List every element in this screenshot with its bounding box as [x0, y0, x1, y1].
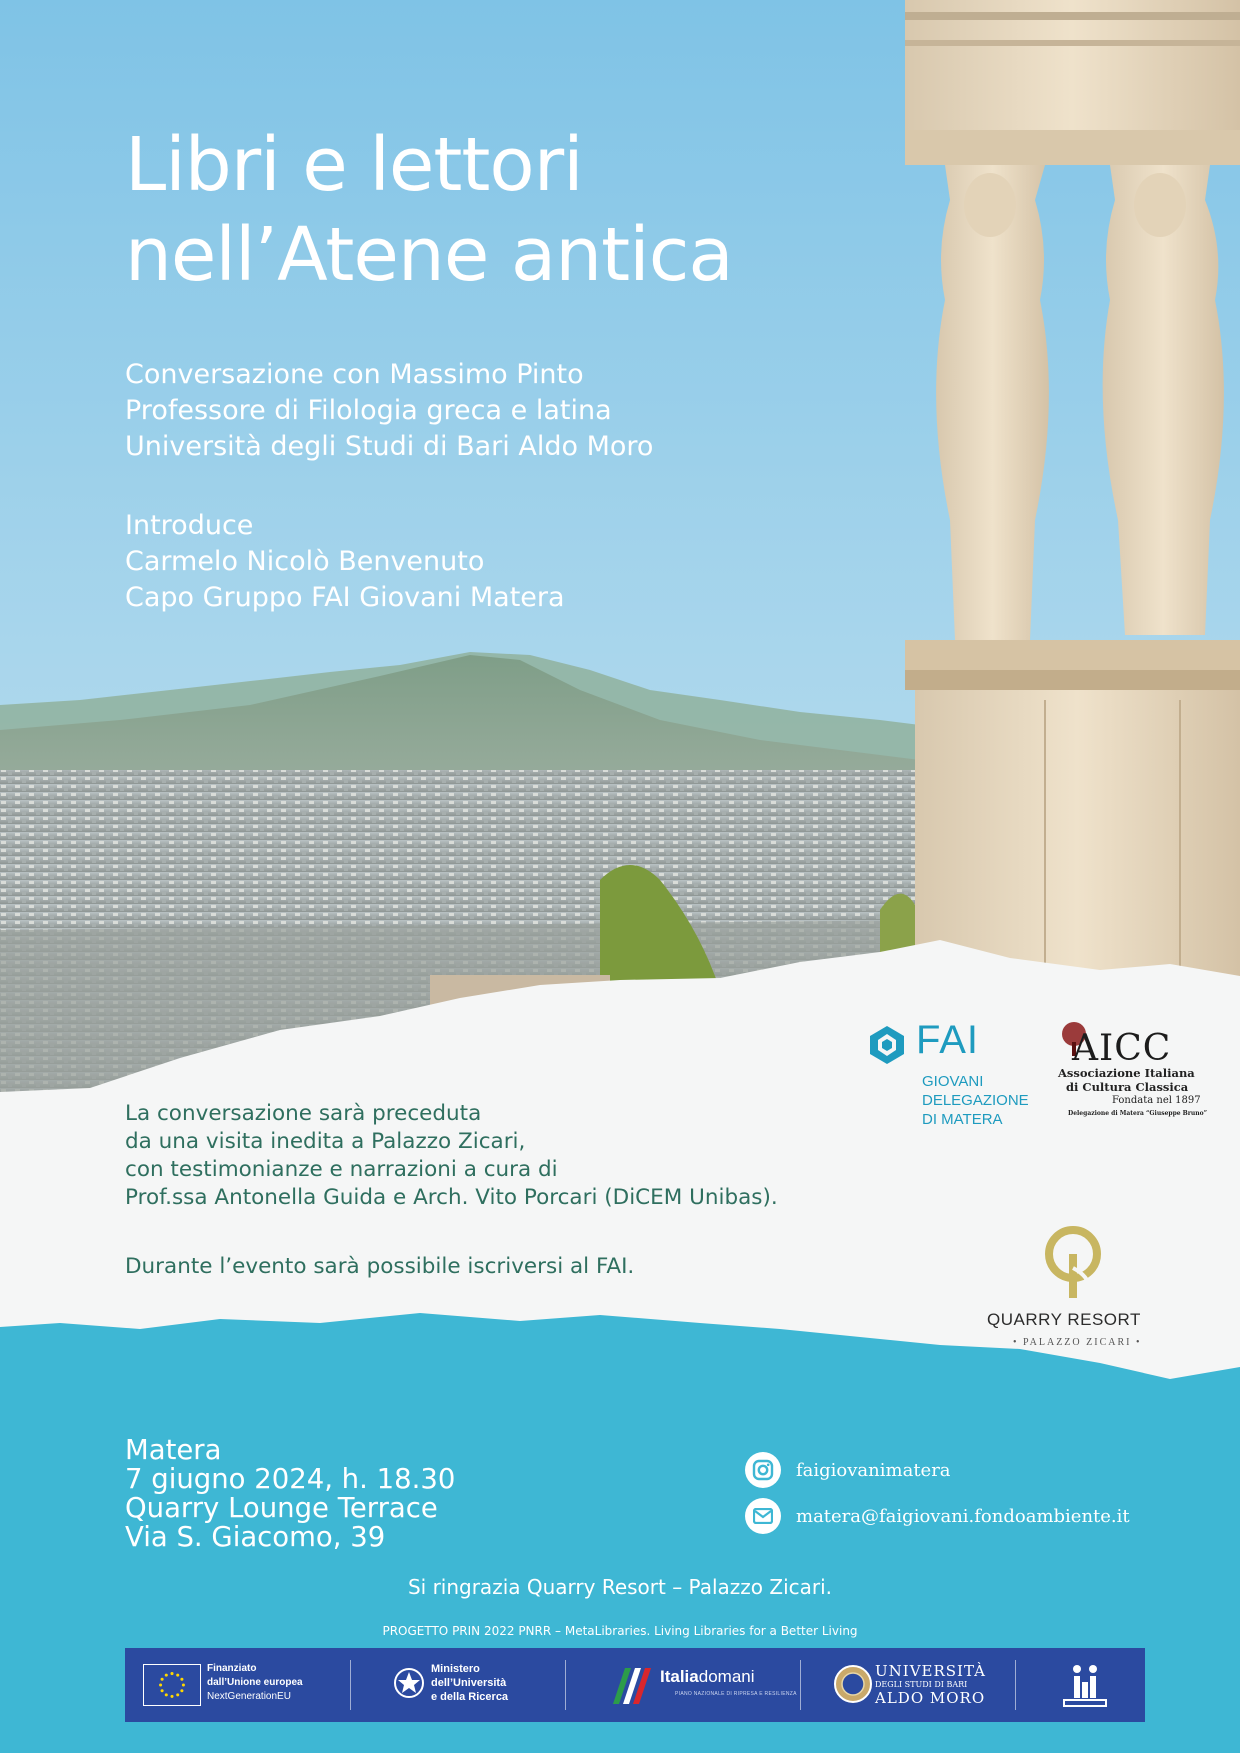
italiadomani-word-a: Italia [660, 1667, 699, 1686]
metalibraries-logo-icon [1060, 1660, 1110, 1712]
fai-membership-note: Durante l’evento sarà possibile iscriversi al FAI. [125, 1254, 635, 1279]
uniba-seal-icon [833, 1664, 873, 1704]
email-link[interactable] [745, 1498, 1130, 1534]
intro-role: Capo Gruppo FAI Giovani Matera [125, 582, 565, 613]
uniba-text [875, 1662, 986, 1707]
title-line-2: nell’Atene antica [125, 212, 733, 298]
event-city: Matera [125, 1434, 222, 1466]
eu-line-2: dall’Unione europea [207, 1677, 303, 1688]
fai-line-1: GIOVANI [922, 1073, 984, 1090]
fai-line-2: DELEGAZIONE [922, 1092, 1029, 1109]
aicc-logo [1054, 1018, 1214, 1122]
info-line-3: con testimonianze e narrazioni a cura di [125, 1157, 558, 1182]
quarry-q-icon [1041, 1222, 1105, 1302]
aicc-line-2: di Cultura Classica [1066, 1080, 1189, 1094]
event-date: 7 giugno 2024, h. 18.30 [125, 1463, 456, 1495]
divider [565, 1660, 566, 1710]
quarry-resort-logo [975, 1222, 1175, 1352]
fai-giovani-logo [866, 1018, 1046, 1132]
italy-flag-icon [607, 1660, 657, 1710]
divider [800, 1660, 801, 1710]
mail-icon [745, 1498, 781, 1534]
speaker-line-1: Conversazione con Massimo Pinto [125, 359, 584, 390]
speaker-line-3: Università degli Studi di Bari Aldo Moro [125, 431, 654, 462]
quarry-name: QUARRY RESORT [987, 1310, 1141, 1329]
divider [350, 1660, 351, 1710]
eu-line-3: NextGenerationEU [207, 1691, 291, 1702]
mur-line-3: e della Ricerca [431, 1691, 509, 1703]
aicc-line-4: Delegazione di Matera “Giuseppe Bruno” [1068, 1110, 1208, 1117]
republic-emblem-icon [393, 1664, 425, 1702]
funding-logos-strip [125, 1648, 1145, 1722]
aicc-line-3: Fondata nel 1897 [1112, 1095, 1201, 1106]
italiadomani-subtitle: PIANO NAZIONALE DI RIPRESA E RESILIENZA [675, 1691, 797, 1697]
info-line-1: La conversazione sarà preceduta [125, 1101, 482, 1126]
event-venue: Quarry Lounge Terrace [125, 1492, 438, 1524]
event-title [125, 120, 733, 300]
event-details [125, 1436, 455, 1552]
italiadomani-word-b: domani [698, 1667, 755, 1686]
eu-funding-text [207, 1662, 303, 1704]
speaker-block [125, 357, 653, 465]
eu-flag-icon [143, 1664, 201, 1706]
intro-name: Carmelo Nicolò Benvenuto [125, 546, 485, 577]
fai-line-3: DI MATERA [922, 1111, 1003, 1128]
instagram-icon [745, 1452, 781, 1488]
fai-spiral-icon [866, 1024, 908, 1066]
italiadomani-word [660, 1667, 755, 1687]
speaker-line-2: Professore di Filologia greca e latina [125, 395, 612, 426]
uniba-line-1: UNIVERSITÀ [875, 1662, 986, 1680]
email-address[interactable]: matera@faigiovani.fondoambiente.it [796, 1505, 1130, 1527]
divider [1015, 1660, 1016, 1710]
info-line-2: da una visita inedita a Palazzo Zicari, [125, 1129, 526, 1154]
info-block [125, 1100, 778, 1212]
mur-line-2: dell’Università [431, 1677, 507, 1689]
acknowledgement: Si ringrazia Quarry Resort – Palazzo Zicari. [407, 1575, 833, 1599]
event-address: Via S. Giacomo, 39 [125, 1521, 386, 1553]
uniba-line-2: DEGLI STUDI DI BARI [875, 1680, 968, 1689]
instagram-handle[interactable]: faigiovanimatera [796, 1459, 951, 1481]
eu-line-1: Finanziato [207, 1663, 257, 1674]
uniba-line-3: ALDO MORO [875, 1689, 986, 1707]
info-line-4: Prof.ssa Antonella Guida e Arch. Vito Porcari (DiCEM Unibas). [125, 1185, 778, 1210]
project-credit: PROGETTO PRIN 2022 PNRR – MetaLibraries. Living Libraries for a Better Living [382, 1624, 858, 1638]
mur-line-1: Ministero [431, 1663, 480, 1675]
aicc-line-1: Associazione Italiana [1058, 1066, 1195, 1080]
quarry-subtitle: • PALAZZO ZICARI • [1013, 1337, 1142, 1348]
fai-subtitle [922, 1072, 1029, 1129]
instagram-link[interactable] [745, 1452, 951, 1488]
aicc-word: AICC [1072, 1028, 1172, 1069]
title-line-1: Libri e lettori [125, 122, 583, 208]
intro-label: Introduce [125, 510, 254, 541]
fai-word: FAI [916, 1018, 980, 1062]
mur-text [431, 1662, 508, 1704]
introducer-block [125, 508, 565, 616]
